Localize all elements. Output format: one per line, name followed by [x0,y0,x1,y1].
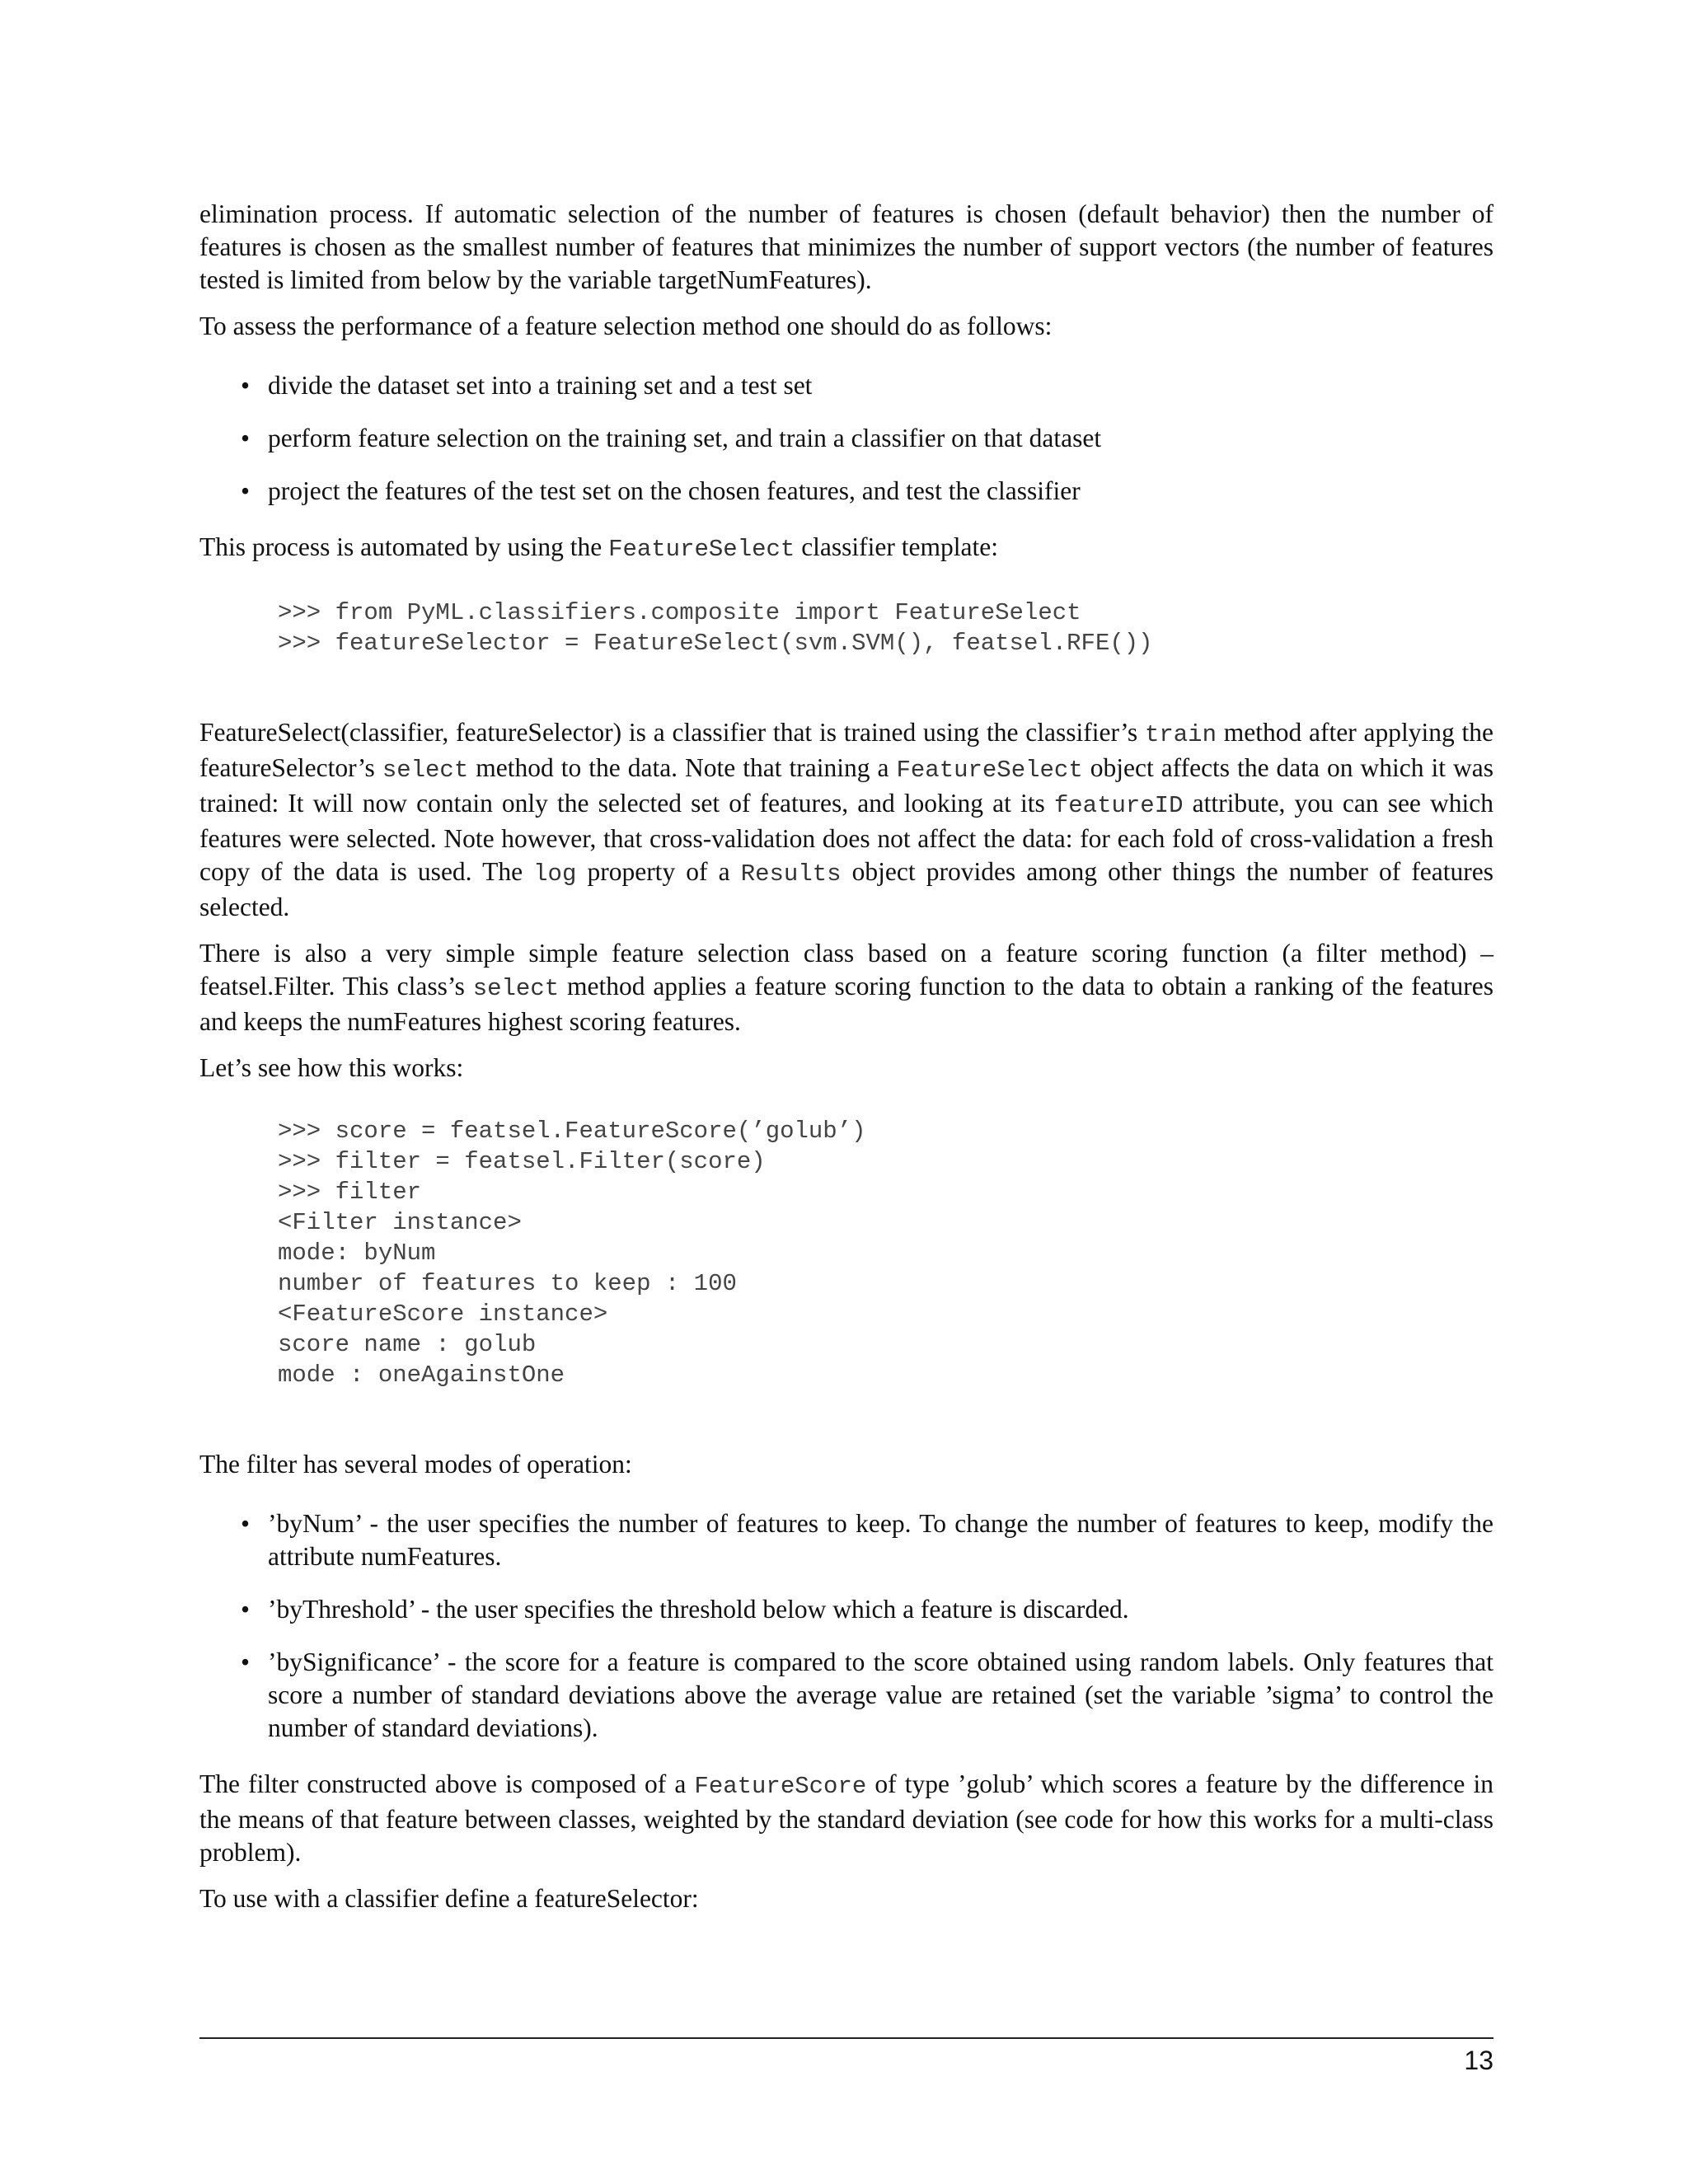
footer-divider [199,2037,1493,2039]
steps-list [199,369,1493,508]
list-item-text: divide the dataset set into a training set and a test set [268,371,813,400]
text-run: object provides among other things the number of features selected. [199,857,1493,921]
list-item [199,369,1493,402]
inline-code: log [533,860,577,888]
bullet-glyph: • [241,424,251,452]
list-item-text: ’byNum’ - the user specifies the number of features to keep. To change the number of features to keep, modify the attribute numFeatures. [268,1509,1493,1571]
inline-code: featureID [1053,792,1184,819]
paragraph-lets-see: Let’s see how this works: [199,1053,464,1082]
text-run: object affects the data on which it was trained: It will now contain only the selected set of features, and looking at its [199,753,1493,818]
bullet-glyph: • [241,371,251,400]
text-run: method applies a feature scoring function to the data to obtain a ranking of the features and keeps the numFeatures highest scoring features. [199,972,1493,1036]
code-line: >>> from PyML.classifiers.composite import FeatureSelect [278,599,1081,626]
text-run: This process is automated by using the [199,532,609,561]
list-item [199,1646,1493,1745]
code-block-filter [278,1116,1493,1390]
code-line: mode: byNum [278,1240,436,1267]
paragraph-elimination: elimination process. If automatic selection of the number of features is chosen (default behavior) then the number of features is chosen as the smallest number of features that minimizes the number of support vectors (the number of features tested is limited from below by the variable targetNumFeatures). [199,199,1493,294]
list-item-text: project the features of the test set on the chosen features, and test the classifier [268,476,1081,505]
text-run: method to the data. Note that training a [468,753,897,782]
bullet-glyph: • [241,476,251,505]
paragraph-filter-class [199,937,1493,1038]
paragraph-use-with-classifier: To use with a classifier define a featureSelector: [199,1884,699,1913]
code-line: mode : oneAgainstOne [278,1361,565,1389]
text-run: The filter constructed above is composed of a [199,1769,695,1798]
inline-code: train [1144,721,1217,748]
paragraph-filter-modes-intro: The filter has several modes of operation: [199,1450,632,1479]
list-item [199,1593,1493,1626]
code-block-featureselect [278,598,1493,658]
code-line: >>> filter = featsel.Filter(score) [278,1148,766,1175]
inline-code: select [472,975,560,1002]
list-item-text: perform feature selection on the training set, and train a classifier on that dataset [268,424,1102,452]
page-number: 13 [1464,2046,1493,2075]
text-run: of type ’golub’ which scores a feature by the difference in the means of that feature between classes, weighted by the standard deviation (see code for how this works for a multi-class problem). [199,1769,1493,1867]
inline-code: FeatureSelect [608,536,795,563]
list-item [199,475,1493,508]
inline-code: FeatureScore [694,1773,867,1800]
code-line: score name : golub [278,1331,537,1358]
list-item [199,422,1493,455]
bullet-glyph: • [241,1509,251,1538]
list-item [199,1507,1493,1573]
code-line: >>> filter [278,1179,422,1206]
list-item-text: ’bySignificance’ - the score for a feature is compared to the score obtained using random labels. Only features that score a number of standard deviations above the average value are retained (set the variable ’sigma’ to control the number of standard deviations). [268,1647,1493,1742]
paragraph-assess-intro: To assess the performance of a feature selection method one should do as follows: [199,312,1053,340]
code-line: number of features to keep : 100 [278,1270,737,1297]
list-item-text: ’byThreshold’ - the user specifies the threshold below which a feature is discarded. [268,1595,1129,1624]
paragraph-featureselect-explanation [199,716,1493,924]
inline-code: select [382,757,469,784]
inline-code: FeatureSelect [896,757,1083,784]
text-run: method after applying the featureSelector’s [199,718,1493,782]
text-run: FeatureSelect(classifier, featureSelector) is a classifier that is trained using the classifier’s [199,718,1145,747]
text-run: property of a [576,857,741,886]
modes-list [199,1507,1493,1745]
bullet-glyph: • [241,1647,251,1676]
inline-code: Results [740,860,842,888]
paragraph-automation [199,531,1493,566]
paragraph-golub-score [199,1768,1493,1869]
page-body [199,198,1493,1929]
text-run: attribute, you can see which features were selected. Note however, that cross-validation does not affect the data: for each fold of cross-validation a fresh copy of the data is used. The [199,789,1493,886]
code-line: <FeatureScore instance> [278,1301,608,1328]
text-run: classifier template: [795,532,998,561]
text-run: There is also a very simple simple feature selection class based on a feature scoring function (a filter method) – featsel.Filter. This class’s [199,939,1493,1001]
code-line: >>> featureSelector = FeatureSelect(svm.SVM(), featsel.RFE()) [278,630,1153,657]
bullet-glyph: • [241,1595,251,1624]
code-line: >>> score = featsel.FeatureScore(’golub’) [278,1118,866,1145]
code-line: <Filter instance> [278,1209,522,1236]
